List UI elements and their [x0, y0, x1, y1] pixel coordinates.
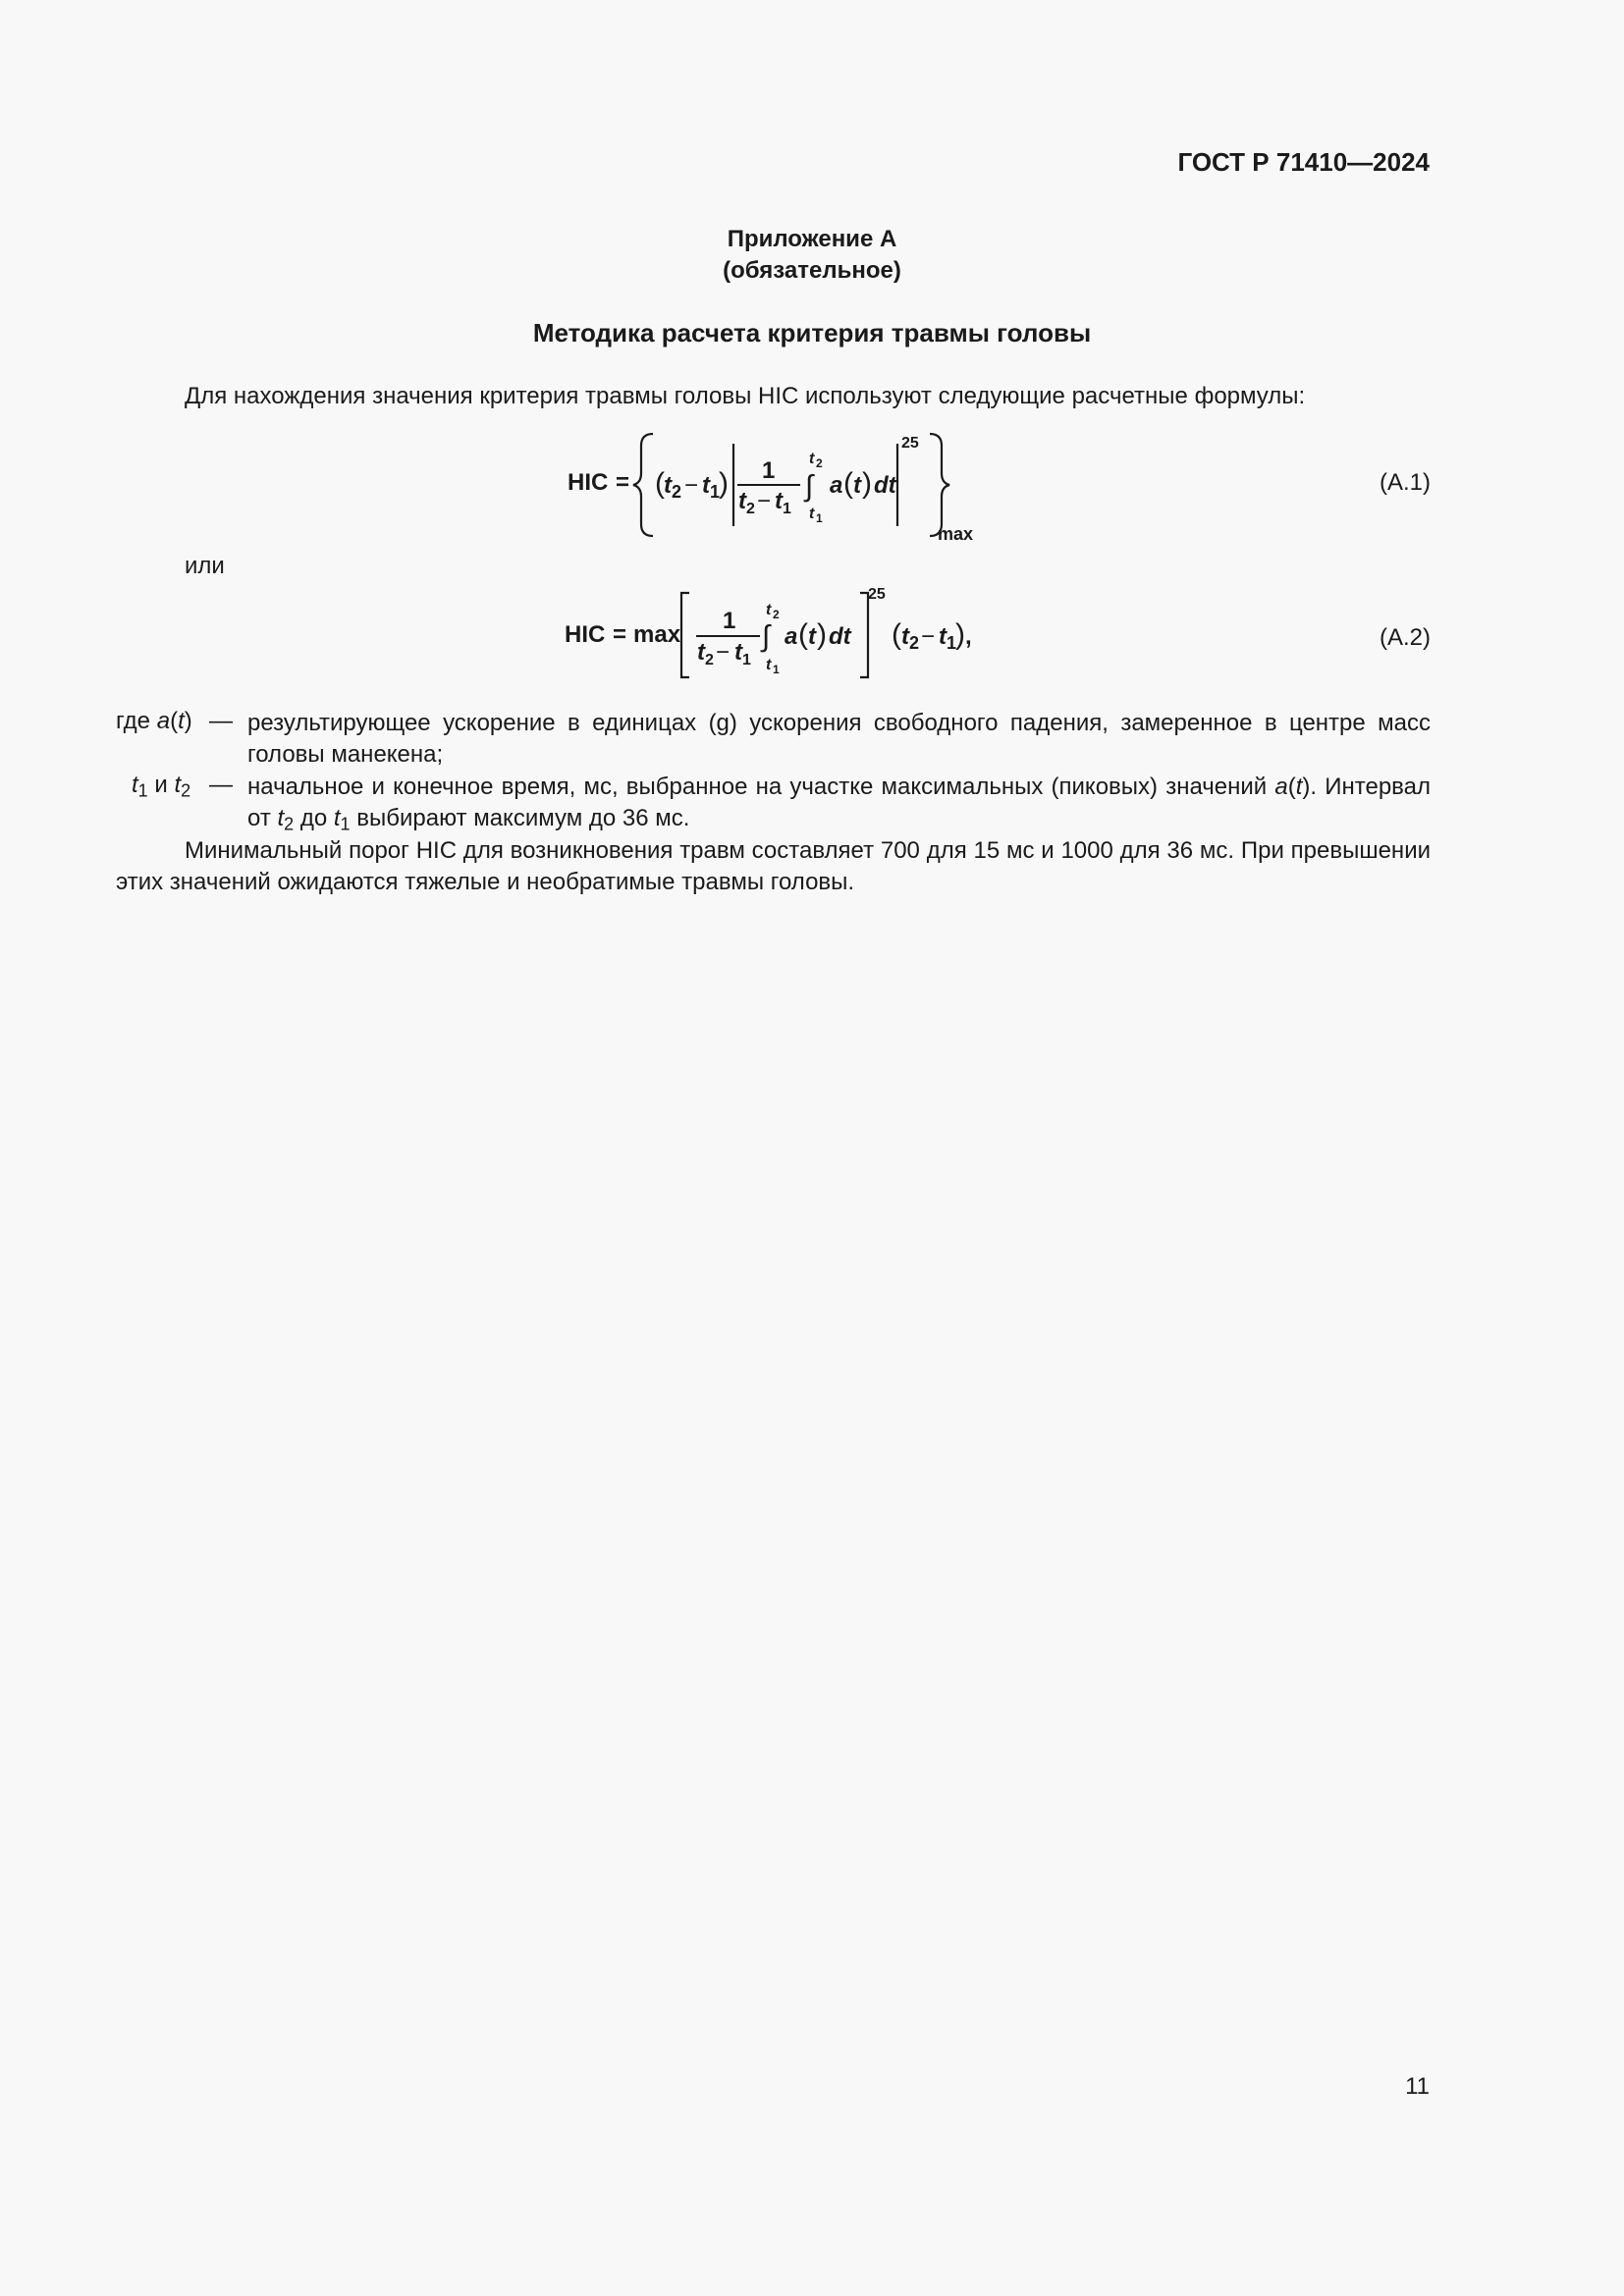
svg-text:−: − — [684, 472, 699, 499]
formula-a1-lhs: HIC — [568, 469, 609, 496]
svg-text:t: t — [697, 639, 705, 666]
svg-text:t: t — [808, 623, 816, 650]
definition-text-t: начальное и конечное время, мс, выбранное на участке максимальных (пиковых) значений a(t). Интервал от $t_2$ до $t_1$ выбирают максимум до 36 мс. — [247, 774, 1431, 834]
definition-dash-2: — — [209, 772, 233, 798]
definition-text-a: результирующее ускорение в единицах (g) ускорения свободного падения, замеренное в центре масс головы манекена; — [247, 710, 1431, 768]
svg-text:t: t — [809, 506, 815, 522]
appendix-title: Приложение А — [727, 226, 897, 252]
svg-text:−: − — [757, 488, 772, 514]
document-id: ГОСТ Р 71410—2024 — [1177, 147, 1430, 177]
svg-text:2: 2 — [705, 652, 714, 668]
appendix-status: (обязательное) — [723, 257, 901, 284]
svg-text:): ) — [955, 618, 965, 651]
formula-a2-lhs: HIC — [565, 621, 606, 648]
formula-a1-exponent: 25 — [901, 435, 919, 452]
svg-text:2: 2 — [816, 456, 823, 470]
connector-text: или — [185, 553, 225, 579]
svg-text:,: , — [965, 623, 972, 650]
svg-text:(: ( — [655, 467, 665, 500]
formula-a2-numerator: 1 — [723, 608, 736, 634]
svg-text:t: t — [853, 472, 861, 499]
svg-text:1: 1 — [773, 663, 780, 676]
svg-text:): ) — [719, 467, 729, 500]
svg-text:): ) — [817, 618, 827, 651]
formula-a1-number: (А.1) — [1379, 469, 1431, 496]
svg-text:1: 1 — [816, 511, 823, 525]
definition-term-t1-t2: $t_1$ и $t_2$ — [132, 772, 191, 801]
definition-term-a: где a(t) — [116, 708, 192, 734]
svg-text:t: t — [901, 623, 909, 650]
closing-paragraph: Минимальный порог HIC для возникновения травм составляет 700 для 15 мс и 1000 для 36 мс. При превышении этих значений ожидаются тяжелые и необратимые травмы головы. — [116, 837, 1431, 895]
svg-text:t: t — [766, 657, 772, 673]
definition-dash-1: — — [209, 708, 233, 734]
svg-text:t: t — [664, 472, 672, 499]
svg-text:2: 2 — [672, 482, 682, 502]
svg-text:dt: dt — [829, 623, 851, 650]
formula-a1-numerator: 1 — [762, 457, 776, 484]
section-title: Методика расчета критерия травмы головы — [532, 318, 1092, 347]
svg-text:a: a — [830, 472, 843, 499]
svg-text:1: 1 — [783, 501, 791, 517]
formula-a2-eq: = — [613, 621, 627, 648]
svg-text:(: ( — [843, 467, 853, 500]
svg-text:−: − — [716, 639, 731, 666]
formula-a2-exponent: 25 — [868, 586, 886, 603]
formula-a2-number: (А.2) — [1379, 624, 1431, 651]
svg-text:t: t — [775, 488, 783, 514]
formula-a1-eq: = — [616, 469, 630, 496]
formula-a2-max: max — [633, 621, 681, 648]
svg-text:): ) — [862, 467, 872, 500]
page-number: 11 — [1405, 2073, 1430, 2100]
svg-text:a: a — [785, 623, 798, 650]
svg-text:t: t — [809, 451, 815, 467]
svg-text:1: 1 — [742, 652, 751, 668]
svg-text:(: ( — [892, 618, 901, 651]
svg-text:2: 2 — [746, 501, 755, 517]
svg-text:t: t — [702, 472, 710, 499]
formula-a1 — [565, 424, 997, 547]
svg-text:t: t — [738, 488, 746, 514]
svg-text:(: ( — [798, 618, 808, 651]
svg-text:dt: dt — [874, 472, 896, 499]
svg-text:1: 1 — [710, 482, 721, 502]
formula-a1-subscript: max — [938, 524, 974, 544]
svg-text:2: 2 — [909, 633, 920, 653]
svg-text:t: t — [939, 623, 947, 650]
formula-a2 — [562, 579, 994, 687]
intro-text: Для нахождения значения критерия травмы головы HIC используют следующие расчетные формулы: — [185, 383, 1306, 409]
svg-text:t: t — [734, 639, 742, 666]
svg-text:−: − — [921, 623, 936, 650]
svg-text:1: 1 — [947, 633, 957, 653]
svg-text:t: t — [766, 602, 772, 618]
svg-text:∫: ∫ — [762, 620, 771, 653]
svg-text:∫: ∫ — [805, 470, 814, 503]
svg-text:2: 2 — [773, 608, 780, 621]
